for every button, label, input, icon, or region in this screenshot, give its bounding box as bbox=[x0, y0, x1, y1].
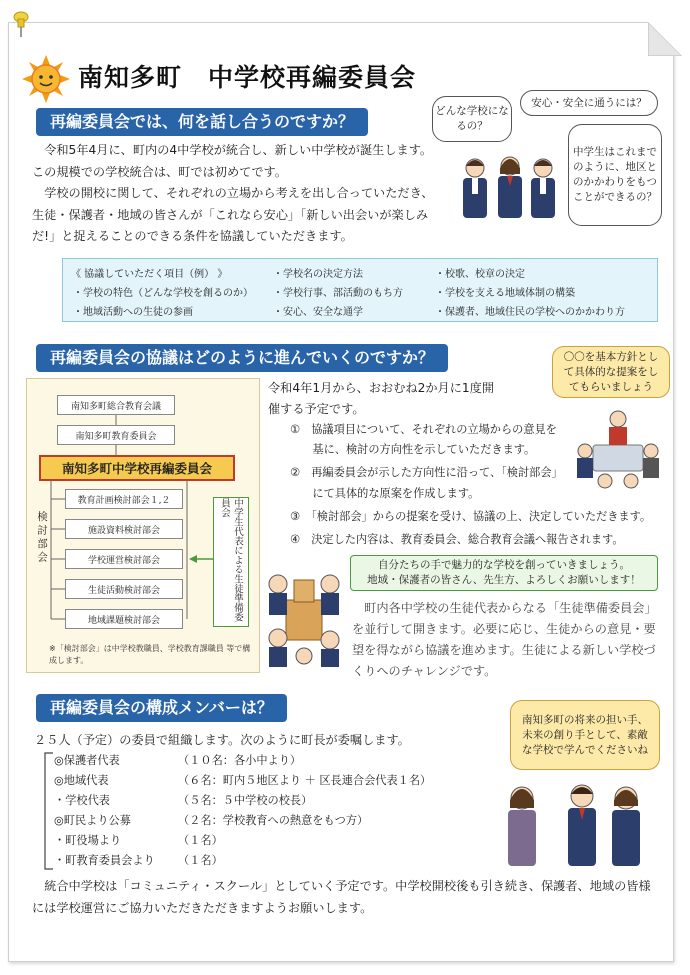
section3-heading: 再編委員会の構成メンバーは？ bbox=[36, 694, 287, 722]
topic-item: ・学校を支える地域体制の構築 bbox=[435, 288, 575, 299]
step-line: ① 協議項目について、それぞれの立場からの意見を bbox=[290, 423, 557, 436]
section2-closing: 町内各中学校の生徒代表からなる「生徒準備委員会」を並行して開きます。必要に応じ、生徒からの意見・要望を得ながら協議を進めます。生徒による新しい学校づくりへのチャレンジです。 bbox=[352, 601, 657, 678]
section2-intro-line2: 催する予定です。 bbox=[268, 402, 365, 416]
org-sub-box: 学校運営検討部会 bbox=[65, 549, 183, 569]
org-sub-box: 生徒活動検討部会 bbox=[65, 579, 183, 599]
member-label: ・学校代表 bbox=[54, 794, 110, 807]
org-box-top1: 南知多町総合教育会議 bbox=[57, 395, 175, 415]
step-line: ③ 「検討部会」からの提案を受け、協議の上、決定していただきます。 bbox=[290, 510, 652, 523]
member-detail: （６名：町内５地区より ＋ 区長連合会代表１名） bbox=[178, 774, 432, 787]
org-sub-box: 教育計画検討部会１,２ bbox=[65, 489, 183, 509]
topics-title: 《 協議していただく項目（例） 》 bbox=[71, 269, 228, 280]
step-line: にて具体的な原案を作成します。 bbox=[290, 487, 480, 500]
member-detail: （１名） bbox=[178, 854, 223, 867]
member-label: ◎町民より公募 bbox=[54, 814, 131, 827]
topic-item: ・安心、安全な通学 bbox=[273, 307, 363, 318]
member-label: ◎保護者代表 bbox=[54, 754, 120, 767]
topic-item: ・学校行事、部活動のもち方 bbox=[273, 288, 403, 299]
org-main-committee: 南知多町中学校再編委員会 bbox=[39, 455, 235, 481]
section1-heading: 再編委員会では、何を話し合うのですか？ bbox=[36, 108, 368, 136]
org-sub-box: 施設資料検討部会 bbox=[65, 519, 183, 539]
student-message-line2: 地域・保護者の皆さん、先生方、よろしくお願いします！ bbox=[367, 574, 641, 586]
topic-item: ・学校の特色（どんな学校を創るのか） bbox=[73, 288, 253, 299]
question-bubble-2: 安心・安全に通うには？ bbox=[520, 90, 658, 116]
member-label: ◎地域代表 bbox=[54, 774, 109, 787]
member-label: ・町教育委員会より bbox=[54, 854, 155, 867]
member-detail: （２名：学校教育への熱意をもつ方） bbox=[178, 814, 369, 827]
member-detail: （１０名：各小中より） bbox=[178, 754, 302, 767]
topic-item: ・地域活動への生徒の参画 bbox=[73, 307, 193, 318]
topics-box bbox=[62, 258, 658, 322]
step-line: ④ 決定した内容は、教育委員会、総合教育会議へ報告されます。 bbox=[290, 533, 624, 546]
pushpin-icon bbox=[10, 10, 32, 38]
member-label: ・町役場より bbox=[54, 834, 122, 847]
mayor-message-bubble: 南知多町の将来の担い手、未来の創り手として、素敵な学校で学んでくださいね bbox=[510, 700, 660, 770]
org-note: ※「検討部会」は中学校教職員、学校教育課職員 等で構成します。 bbox=[49, 644, 251, 665]
org-chart bbox=[26, 378, 260, 673]
org-sub-box: 地域課題検討部会 bbox=[65, 609, 183, 629]
step-line: 基に、検討の方向性を示していただきます。 bbox=[290, 443, 536, 456]
member-detail: （１名） bbox=[178, 834, 223, 847]
student-message-bubble bbox=[350, 555, 658, 591]
page-fold-icon bbox=[648, 22, 682, 56]
proposal-bubble: 〇〇を基本方針として具体的な提案をしてもらいましょう bbox=[552, 346, 670, 398]
meeting-figure bbox=[575, 405, 661, 497]
topic-item: ・保護者、地域住民の学校へのかかわり方 bbox=[435, 307, 625, 318]
question-bubble-1: どんな学校になるの？ bbox=[432, 96, 512, 142]
section1-paragraph1: 令和5年4月に、町内の4中学校が統合し、新しい中学校が誕生します。この規模での学校統合は、町では初めてです。 bbox=[32, 143, 433, 179]
member-bracket bbox=[42, 752, 54, 870]
page-title: 南知多町 中学校再編委員会 bbox=[78, 63, 417, 92]
students-figure bbox=[455, 150, 565, 225]
org-group-label: 検討部会 bbox=[36, 511, 48, 565]
section3-closing-text: 統合中学校は「コミュニティ・スクール」としていく予定です。中学校開校後も引き続き、保護者、地域の皆様には学校運営にご協力いただきただきますようお願いします。 bbox=[32, 879, 651, 915]
section3-intro: ２５人（予定）の委員で組織します。次のように町長が委嘱します。 bbox=[34, 733, 410, 747]
students-building-figure bbox=[264, 560, 344, 670]
section2-heading: 再編委員会の協議はどのように進んでいくのですか？ bbox=[36, 344, 448, 372]
section2-intro-line1: 令和4年1月から、おおむね2か月に1度開 bbox=[268, 381, 495, 395]
step-line: ② 再編委員会が示した方向性に沿って、「検討部会」 bbox=[290, 466, 563, 479]
question-bubble-3: 中学生はこれまでのように、地区とのかかわりをもつことができるの？ bbox=[568, 124, 662, 226]
member-detail: （５名：５中学校の校長） bbox=[178, 794, 313, 807]
teacher-students-figure bbox=[500, 778, 650, 868]
student-message-line1: 自分たちの手で魅力的な学校を創っていきましょう。 bbox=[378, 559, 630, 571]
section1-body bbox=[32, 140, 442, 248]
topic-item: ・学校名の決定方法 bbox=[273, 269, 363, 280]
sun-mascot-icon bbox=[22, 55, 70, 103]
org-student-committee: 中学生代表による生徒準備委員会 bbox=[213, 497, 249, 627]
section1-paragraph2: 学校の開校に関して、それぞれの立場から考えを出し合っていただき、生徒・保護者・地域の皆さんが「これなら安心」「新しい出会いが楽しみだ!」と捉えることのできる条件を協議していただきます。 bbox=[32, 186, 434, 243]
section3-closing bbox=[32, 876, 658, 919]
org-box-top2: 南知多町教育委員会 bbox=[57, 425, 175, 445]
topic-item: ・校歌、校章の決定 bbox=[435, 269, 525, 280]
